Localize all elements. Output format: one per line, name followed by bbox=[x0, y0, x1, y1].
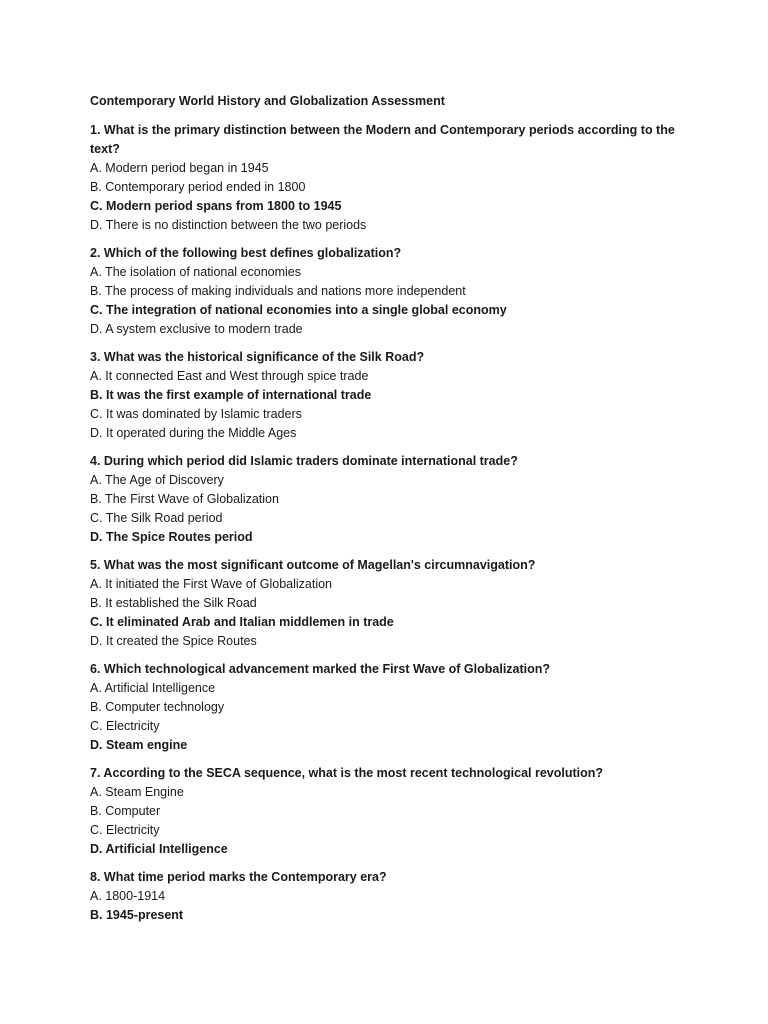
answer-option-correct: C. The integration of national economies into a single global economy bbox=[90, 303, 507, 317]
answer-option-correct: B. It was the first example of international trade bbox=[90, 388, 372, 402]
answer-option: A. It initiated the First Wave of Globalization bbox=[90, 577, 333, 591]
answer-option: D. There is no distinction between the two periods bbox=[90, 218, 367, 232]
question-text: 2. Which of the following best defines globalization? bbox=[90, 246, 402, 260]
question-block bbox=[90, 556, 690, 651]
answer-option: D. A system exclusive to modern trade bbox=[90, 322, 303, 336]
question-block bbox=[90, 764, 690, 859]
answer-option-correct: D. Artificial Intelligence bbox=[90, 842, 228, 856]
answer-option: C. The Silk Road period bbox=[90, 511, 223, 525]
answer-option: B. It established the Silk Road bbox=[90, 596, 257, 610]
question-block bbox=[90, 244, 690, 339]
answer-option: B. The First Wave of Globalization bbox=[90, 492, 279, 506]
question-text: 7. According to the SECA sequence, what is the most recent technological revolution? bbox=[90, 766, 604, 780]
answer-option-correct: D. The Spice Routes period bbox=[90, 530, 253, 544]
question-text: 3. What was the historical significance of the Silk Road? bbox=[90, 350, 425, 364]
answer-option: A. The isolation of national economies bbox=[90, 265, 302, 279]
question-text: 1. What is the primary distinction between the Modern and Contemporary periods according to the text? bbox=[90, 123, 675, 156]
answer-option: B. Computer bbox=[90, 804, 161, 818]
answer-option: D. It created the Spice Routes bbox=[90, 634, 257, 648]
question-block bbox=[90, 452, 690, 547]
question-block bbox=[90, 868, 690, 925]
answer-option-correct: C. Modern period spans from 1800 to 1945 bbox=[90, 199, 342, 213]
question-text: 8. What time period marks the Contemporary era? bbox=[90, 870, 387, 884]
answer-option-correct: D. Steam engine bbox=[90, 738, 188, 752]
question-text: 4. During which period did Islamic traders dominate international trade? bbox=[90, 454, 518, 468]
answer-option: B. The process of making individuals and nations more independent bbox=[90, 284, 466, 298]
question-block bbox=[90, 660, 690, 755]
question-block bbox=[90, 348, 690, 443]
answer-option-correct: C. It eliminated Arab and Italian middlemen in trade bbox=[90, 615, 394, 629]
answer-option: A. 1800-1914 bbox=[90, 889, 166, 903]
document-title: Contemporary World History and Globalization Assessment bbox=[90, 94, 445, 108]
document-page bbox=[90, 92, 690, 934]
answer-option: C. It was dominated by Islamic traders bbox=[90, 407, 302, 421]
answer-option: A. Artificial Intelligence bbox=[90, 681, 216, 695]
answer-option: B. Computer technology bbox=[90, 700, 225, 714]
question-block bbox=[90, 121, 690, 235]
answer-option: D. It operated during the Middle Ages bbox=[90, 426, 297, 440]
question-text: 5. What was the most significant outcome of Magellan's circumnavigation? bbox=[90, 558, 536, 572]
answer-option: B. Contemporary period ended in 1800 bbox=[90, 180, 306, 194]
answer-option: C. Electricity bbox=[90, 823, 160, 837]
answer-option: C. Electricity bbox=[90, 719, 160, 733]
answer-option: A. The Age of Discovery bbox=[90, 473, 224, 487]
question-list bbox=[90, 121, 690, 925]
answer-option: A. Modern period began in 1945 bbox=[90, 161, 269, 175]
answer-option-correct: B. 1945-present bbox=[90, 908, 184, 922]
answer-option: A. It connected East and West through spice trade bbox=[90, 369, 369, 383]
answer-option: A. Steam Engine bbox=[90, 785, 184, 799]
question-text: 6. Which technological advancement marked the First Wave of Globalization? bbox=[90, 662, 551, 676]
